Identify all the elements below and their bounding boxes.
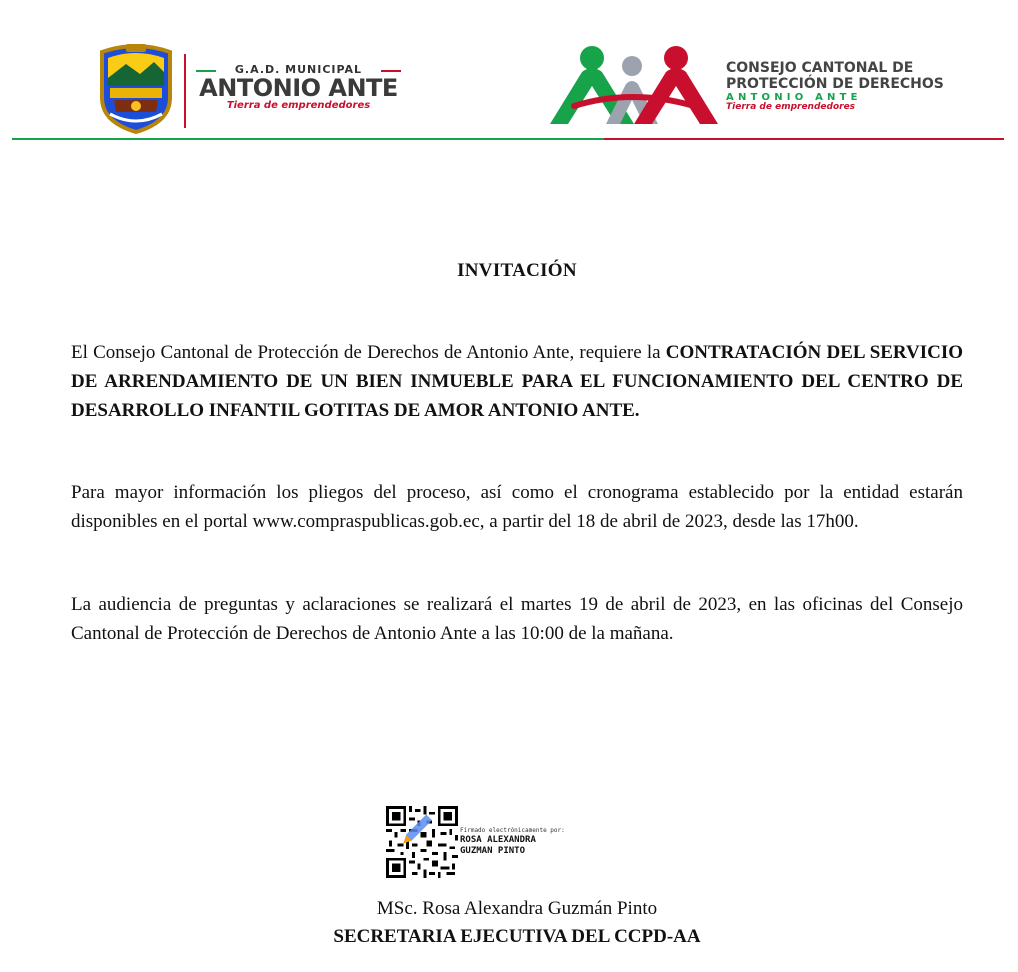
paragraph-requirement-intro: El Consejo Cantonal de Protección de Derechos de Antonio Ante, requiere la [71, 342, 661, 363]
signer-name-line2: GUZMAN PINTO [460, 846, 526, 856]
municipality-tagline: Tierra de emprendedores [226, 100, 371, 111]
logo-divider [184, 54, 186, 128]
header-rule-green [12, 138, 604, 140]
ccpd-name-line3: ANTONIO ANTE [726, 92, 862, 103]
signature-qr-code [386, 806, 458, 878]
gad-label: G.A.D. MUNICIPAL [234, 63, 363, 76]
paragraph-information: Para mayor información los pliegos del proceso, así como el cronograma establecido por la entidad estarán disponibles en el portal www.compraspublicas.gob.ec, a partir del 18 de abril de 2023, desde las 17h00. [71, 482, 963, 532]
document-title: INVITACIÓN [457, 260, 577, 281]
paragraph-requirement [71, 338, 963, 425]
ccpd-people-logo [546, 44, 722, 126]
paragraph-requirement-bold: CONTRATACIÓN DEL SERVICIO DE ARRENDAMIENTO DE UN BIEN INMUEBLE PARA EL FUNCIONAMIENTO DEL CENTRO DE DESARROLLO INFANTIL GOTITAS DE AMOR ANTONIO ANTE. [71, 342, 963, 421]
signatory-role: SECRETARIA EJECUTIVA DEL CCPD-AA [333, 926, 701, 947]
signer-block [460, 835, 536, 857]
municipality-name: ANTONIO ANTE [199, 74, 398, 102]
letterhead [0, 0, 1018, 150]
signatory-name: MSc. Rosa Alexandra Guzmán Pinto [376, 898, 658, 919]
paragraph-audience: La audiencia de preguntas y aclaraciones se realizará el martes 19 de abril de 2023, en las oficinas del Consejo Cantonal de Protección de Derechos de Antonio Ante a las 10:00 de la mañana. [71, 594, 963, 644]
municipal-shield-logo [96, 42, 176, 134]
signer-name-line1: ROSA ALEXANDRA [460, 835, 536, 845]
ccpd-name-line1: CONSEJO CANTONAL DE [726, 60, 914, 76]
ccpd-tagline: Tierra de emprendedores [726, 102, 856, 112]
header-rule-red [604, 138, 1004, 140]
signature-caption: Firmado electrónicamente por: [460, 827, 565, 834]
ccpd-name-line2: PROTECCIÓN DE DERECHOS [726, 76, 944, 92]
